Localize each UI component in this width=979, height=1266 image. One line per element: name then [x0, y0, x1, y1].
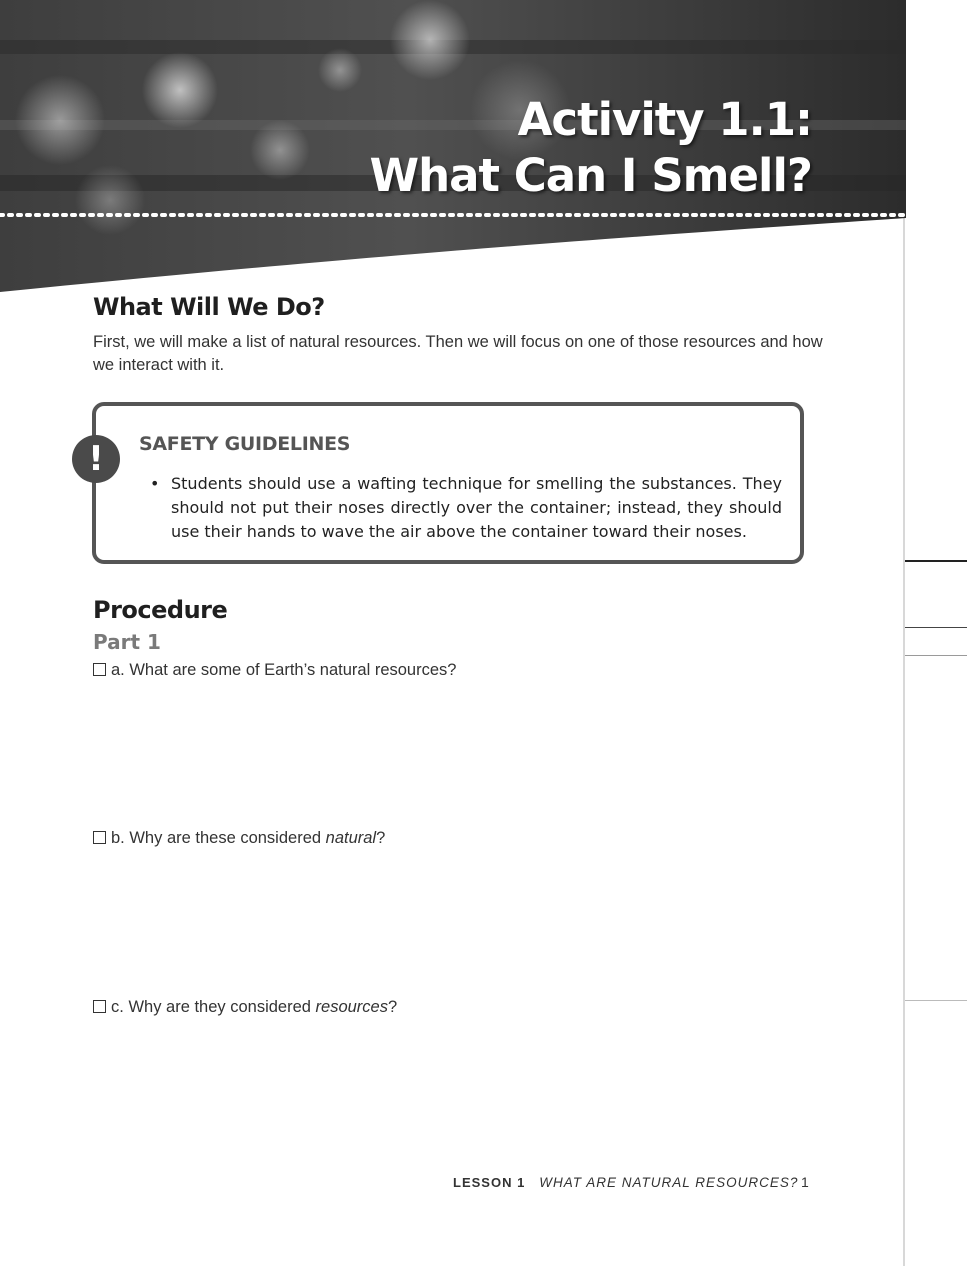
header-banner — [0, 0, 906, 300]
emphasized-word: resources — [315, 998, 388, 1016]
page-number: 1 — [801, 1174, 809, 1190]
question-text — [128, 998, 397, 1016]
question-text — [129, 829, 385, 847]
question-letter: b. — [111, 829, 125, 847]
footer-lesson: LESSON 1 — [453, 1175, 526, 1190]
question-text-part: Why are they considered — [128, 998, 316, 1016]
question-a — [93, 661, 456, 680]
safety-item: • Students should use a wafting technique for smelling the substances. They should not put their noses directly over the container; instead, they should use their hands to wave the air above the container toward their noses. — [150, 472, 782, 544]
section-heading-what-will-we-do: What Will We Do? — [93, 293, 325, 321]
title-line-2: What Can I Smell? — [369, 149, 812, 202]
question-text-part: ? — [376, 829, 386, 847]
question-b — [93, 829, 385, 848]
safety-heading: SAFETY GUIDELINES — [139, 433, 351, 455]
exclamation-icon: ! — [72, 435, 120, 483]
question-text: What are some of Earth’s natural resources? — [129, 661, 457, 679]
question-text-part: Why are these considered — [129, 829, 326, 847]
emphasized-word: natural — [325, 829, 377, 847]
page-footer — [453, 1174, 809, 1190]
part-heading: Part 1 — [93, 630, 161, 654]
title-line-1: Activity 1.1: — [517, 93, 812, 146]
checkbox-b[interactable] — [93, 831, 106, 844]
question-letter: c. — [111, 998, 124, 1016]
scan-artifact-line — [905, 1000, 967, 1001]
section-heading-procedure: Procedure — [93, 596, 228, 624]
scan-artifact-line — [905, 655, 967, 656]
question-c — [93, 998, 397, 1017]
activity-title — [370, 92, 813, 204]
safety-list — [150, 472, 782, 544]
scan-artifact-line — [905, 560, 967, 562]
question-text-part: ? — [387, 998, 398, 1016]
scan-artifact-line — [905, 627, 967, 628]
intro-paragraph: First, we will make a list of natural resources. Then we will focus on one of those resources and how we interact with it. — [93, 333, 823, 374]
footer-lesson-title: WHAT ARE NATURAL RESOURCES? — [539, 1175, 799, 1190]
checkbox-c[interactable] — [93, 1000, 106, 1013]
checkbox-a[interactable] — [93, 663, 106, 676]
question-letter: a. — [111, 661, 125, 679]
